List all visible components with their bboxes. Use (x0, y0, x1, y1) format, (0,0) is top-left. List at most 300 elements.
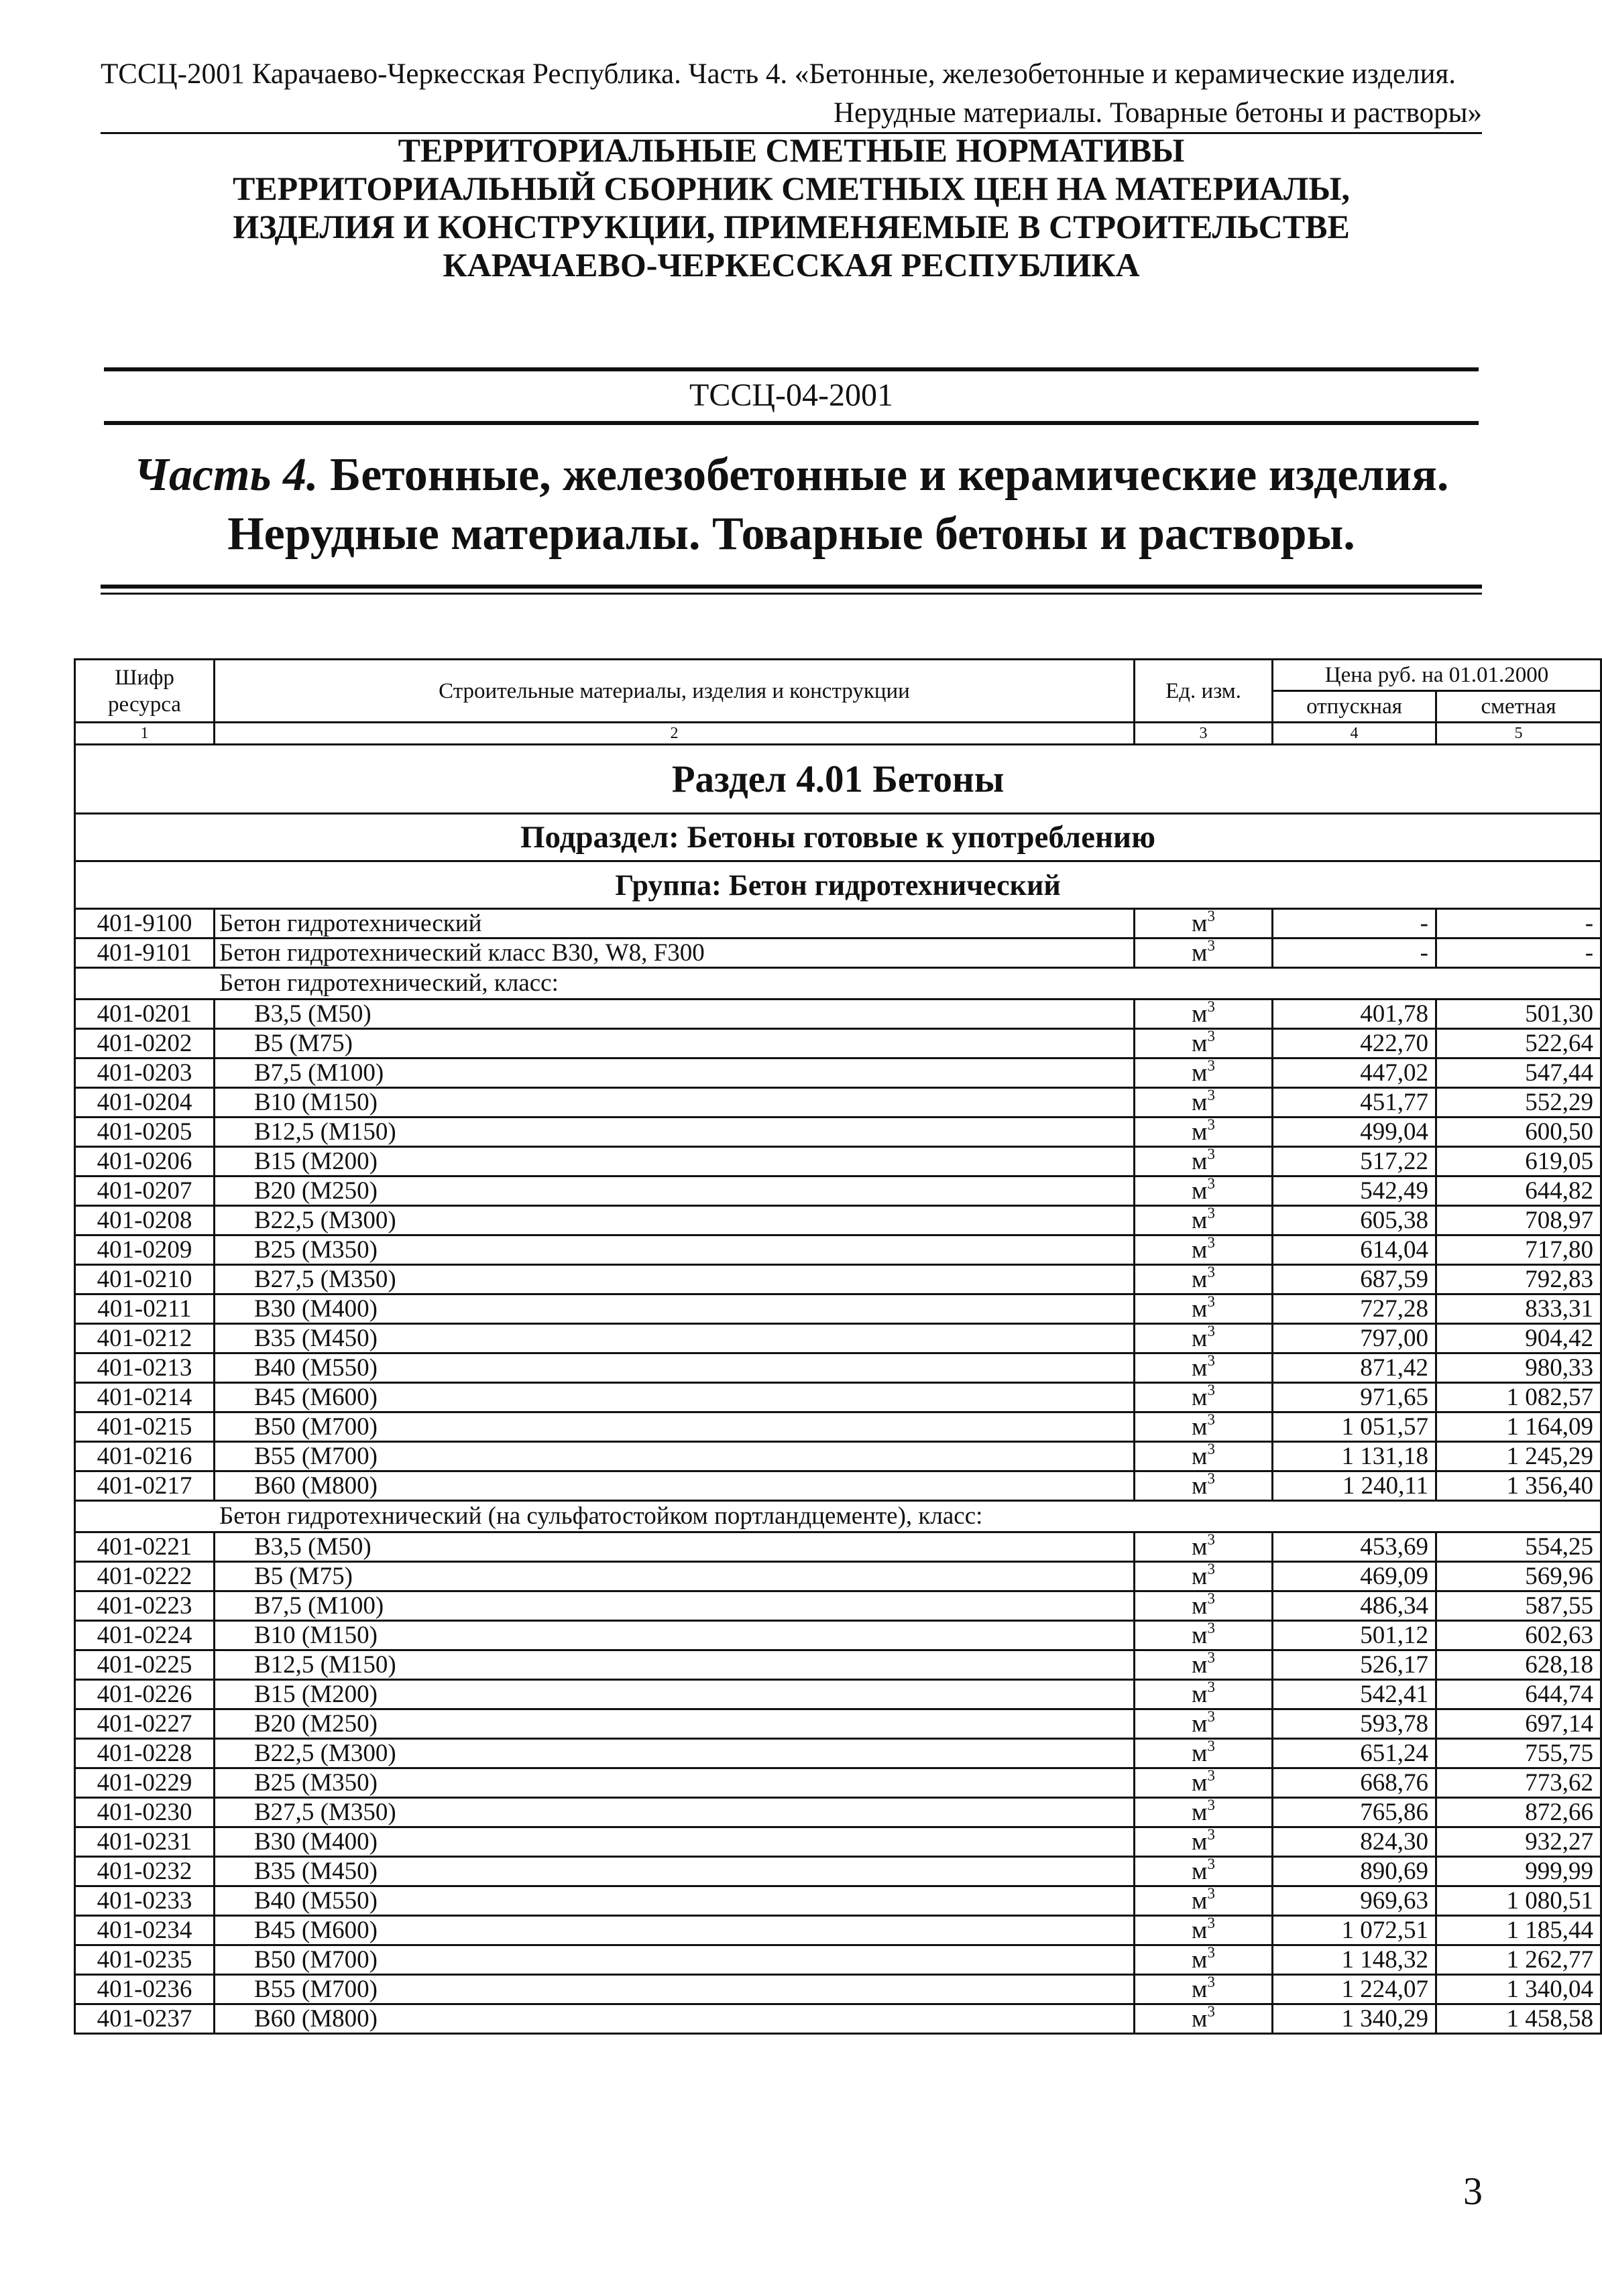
estimate-price: 755,75 (1436, 1739, 1601, 1768)
estimate-price: 1 458,58 (1436, 2004, 1601, 2034)
material-name: В15 (М200) (215, 1147, 1135, 1176)
estimate-price: 554,25 (1436, 1532, 1601, 1562)
wholesale-price: 401,78 (1273, 1000, 1436, 1029)
material-name: Бетон гидротехнический (215, 909, 1135, 939)
unit-base: м (1192, 1413, 1208, 1441)
unit-exponent: 3 (1207, 1351, 1215, 1369)
unit-exponent: 3 (1207, 1796, 1215, 1813)
unit-exponent: 3 (1207, 1678, 1215, 1695)
material-name: Бетон гидротехнический класс В30, W8, F300 (215, 939, 1135, 968)
unit-base: м (1192, 1236, 1208, 1264)
table-row (75, 1562, 1601, 1591)
wholesale-price: 1 240,11 (1273, 1471, 1436, 1501)
resource-code: 401-0222 (75, 1562, 215, 1591)
unit (1135, 1798, 1273, 1827)
resource-code: 401-0235 (75, 1945, 215, 1975)
resource-code: 401-0211 (75, 1294, 215, 1324)
estimate-price: 587,55 (1436, 1591, 1601, 1621)
estimate-price: 1 245,29 (1436, 1442, 1601, 1471)
unit-exponent: 3 (1207, 1855, 1215, 1872)
estimate-price: 602,63 (1436, 1621, 1601, 1650)
resource-code: 401-0212 (75, 1324, 215, 1353)
wholesale-price: 451,77 (1273, 1088, 1436, 1117)
estimate-price: 600,50 (1436, 1117, 1601, 1147)
material-name: В60 (М800) (215, 2004, 1135, 2034)
unit-exponent: 3 (1207, 1145, 1215, 1162)
resource-code: 401-0215 (75, 1412, 215, 1442)
unit-base: м (1192, 1089, 1208, 1116)
unit (1135, 1029, 1273, 1059)
unit-base: м (1192, 939, 1208, 967)
wholesale-price: 447,02 (1273, 1059, 1436, 1088)
table-row (75, 1827, 1601, 1857)
unit-base: м (1192, 1266, 1208, 1293)
material-name: В3,5 (М50) (215, 1000, 1135, 1029)
unit-base: м (1192, 1622, 1208, 1649)
material-name: В7,5 (М100) (215, 1059, 1135, 1088)
wholesale-price: 1 131,18 (1273, 1442, 1436, 1471)
unit-exponent: 3 (1207, 936, 1215, 954)
unit (1135, 1324, 1273, 1353)
resource-code: 401-0234 (75, 1916, 215, 1945)
unit-base: м (1192, 1207, 1208, 1234)
estimate-price: 619,05 (1436, 1147, 1601, 1176)
estimate-price: 932,27 (1436, 1827, 1601, 1857)
material-name: В40 (М550) (215, 1353, 1135, 1383)
unit-exponent: 3 (1207, 1766, 1215, 1784)
unit-base: м (1192, 1651, 1208, 1679)
unit-exponent: 3 (1207, 1204, 1215, 1221)
material-name: В27,5 (М350) (215, 1798, 1135, 1827)
price-table (74, 658, 1602, 2035)
unit-exponent: 3 (1207, 1619, 1215, 1636)
unit-base: м (1192, 1887, 1208, 1915)
material-name: В45 (М600) (215, 1916, 1135, 1945)
table-row (75, 1059, 1601, 1088)
unit-base: м (1192, 1740, 1208, 1767)
subsection-title: Подраздел: Бетоны готовые к употреблению (75, 814, 1601, 861)
unit-base: м (1192, 1769, 1208, 1797)
material-name: В22,5 (М300) (215, 1206, 1135, 1235)
unit-base: м (1192, 1148, 1208, 1175)
wholesale-price: 542,41 (1273, 1680, 1436, 1709)
unit (1135, 1176, 1273, 1206)
code-title: ТССЦ-04-2001 (689, 377, 893, 413)
unit-exponent: 3 (1207, 1825, 1215, 1843)
unit-exponent: 3 (1207, 1440, 1215, 1457)
header-unit: Ед. изм. (1135, 660, 1273, 723)
wholesale-price: - (1273, 909, 1436, 939)
wholesale-price: 614,04 (1273, 1235, 1436, 1265)
material-name: В27,5 (М350) (215, 1265, 1135, 1294)
header-code: Шифр ресурса (75, 660, 215, 723)
unit-exponent: 3 (1207, 1973, 1215, 1990)
col-number-5: 5 (1436, 723, 1601, 745)
estimate-price: 644,82 (1436, 1176, 1601, 1206)
group-caption: Бетон гидротехнический, класс: (75, 968, 1601, 1000)
unit (1135, 1916, 1273, 1945)
wholesale-price: 1 051,57 (1273, 1412, 1436, 1442)
header-estimate: сметная (1436, 691, 1601, 723)
table-row (75, 1206, 1601, 1235)
unit (1135, 1206, 1273, 1235)
unit-base: м (1192, 1443, 1208, 1470)
estimate-price: 569,96 (1436, 1562, 1601, 1591)
resource-code: 401-0225 (75, 1650, 215, 1680)
wholesale-price: 499,04 (1273, 1117, 1436, 1147)
main-titles (67, 131, 1515, 284)
material-name: В5 (М75) (215, 1562, 1135, 1591)
wholesale-price: 668,76 (1273, 1768, 1436, 1798)
wholesale-price: 501,12 (1273, 1621, 1436, 1650)
estimate-price: 522,64 (1436, 1029, 1601, 1059)
estimate-price: 999,99 (1436, 1857, 1601, 1886)
estimate-price: 628,18 (1436, 1650, 1601, 1680)
unit-base: м (1192, 1710, 1208, 1738)
unit (1135, 1412, 1273, 1442)
unit-base: м (1192, 1828, 1208, 1856)
material-name: В7,5 (М100) (215, 1591, 1135, 1621)
resource-code: 401-0223 (75, 1591, 215, 1621)
wholesale-price: 517,22 (1273, 1147, 1436, 1176)
resource-code: 401-0224 (75, 1621, 215, 1650)
table-row (75, 1412, 1601, 1442)
table-row (75, 1975, 1601, 2004)
unit-base: м (1192, 1946, 1208, 1974)
wholesale-price: 1 340,29 (1273, 2004, 1436, 2034)
table-row (75, 1857, 1601, 1886)
part-title-prefix: Часть 4. (133, 449, 319, 501)
unit-base: м (1192, 1563, 1208, 1590)
wholesale-price: - (1273, 939, 1436, 968)
material-name: В25 (М350) (215, 1235, 1135, 1265)
unit-exponent: 3 (1207, 1530, 1215, 1548)
unit-base: м (1192, 1533, 1208, 1561)
unit-base: м (1192, 1384, 1208, 1411)
unit-base: м (1192, 1858, 1208, 1885)
unit (1135, 1000, 1273, 1029)
table-row (75, 1442, 1601, 1471)
wholesale-price: 469,09 (1273, 1562, 1436, 1591)
unit-base: м (1192, 1059, 1208, 1087)
wholesale-price: 971,65 (1273, 1383, 1436, 1412)
estimate-price: 872,66 (1436, 1798, 1601, 1827)
estimate-price: 773,62 (1436, 1768, 1601, 1798)
table-row (75, 2004, 1601, 2034)
unit-base: м (1192, 1295, 1208, 1323)
group-title: Группа: Бетон гидротехнический (75, 861, 1601, 909)
wholesale-price: 687,59 (1273, 1265, 1436, 1294)
table-row (75, 1265, 1601, 1294)
unit (1135, 1294, 1273, 1324)
table-row (75, 1916, 1601, 1945)
table-row (75, 1532, 1601, 1562)
unit-exponent: 3 (1207, 1943, 1215, 1961)
resource-code: 401-0221 (75, 1532, 215, 1562)
wholesale-price: 486,34 (1273, 1591, 1436, 1621)
resource-code: 401-0204 (75, 1088, 215, 1117)
unit-exponent: 3 (1207, 2002, 1215, 2020)
material-name: В15 (М200) (215, 1680, 1135, 1709)
resource-code: 401-9100 (75, 909, 215, 939)
wholesale-price: 890,69 (1273, 1857, 1436, 1886)
unit (1135, 1147, 1273, 1176)
unit (1135, 936, 1273, 968)
unit (1135, 1886, 1273, 1916)
unit-base: м (1192, 1000, 1208, 1028)
resource-code: 401-0232 (75, 1857, 215, 1886)
table-row (75, 939, 1601, 968)
resource-code: 401-0237 (75, 2004, 215, 2034)
unit-exponent: 3 (1207, 1233, 1215, 1251)
resource-code: 401-0231 (75, 1827, 215, 1857)
table-row (75, 1768, 1601, 1798)
unit-exponent: 3 (1207, 1648, 1215, 1666)
resource-code: 401-0205 (75, 1117, 215, 1147)
unit (1135, 1562, 1273, 1591)
unit-exponent: 3 (1207, 1027, 1215, 1044)
material-name: В50 (М700) (215, 1945, 1135, 1975)
unit-exponent: 3 (1207, 1056, 1215, 1074)
unit-base: м (1192, 2005, 1208, 2033)
col-number-3: 3 (1135, 723, 1273, 745)
unit (1135, 1827, 1273, 1857)
unit-exponent: 3 (1207, 1263, 1215, 1280)
material-name: В3,5 (М50) (215, 1532, 1135, 1562)
estimate-price: 697,14 (1436, 1709, 1601, 1739)
resource-code: 401-0210 (75, 1265, 215, 1294)
estimate-price: 1 082,57 (1436, 1383, 1601, 1412)
unit (1135, 1709, 1273, 1739)
unit (1135, 1117, 1273, 1147)
resource-code: 401-0228 (75, 1739, 215, 1768)
main-title-line-1: ТЕРРИТОРИАЛЬНЫЕ СМЕТНЫЕ НОРМАТИВЫ (398, 131, 1185, 169)
unit (1135, 1975, 1273, 2004)
material-name: В55 (М700) (215, 1975, 1135, 2004)
unit (1135, 1088, 1273, 1117)
unit (1135, 1945, 1273, 1975)
material-name: В60 (М800) (215, 1471, 1135, 1501)
table-row (75, 1680, 1601, 1709)
resource-code: 401-0202 (75, 1029, 215, 1059)
material-name: В25 (М350) (215, 1768, 1135, 1798)
resource-code: 401-0209 (75, 1235, 215, 1265)
part-title-line-2: Нерудные материалы. Товарные бетоны и растворы. (227, 508, 1355, 560)
unit (1135, 909, 1273, 939)
table-row (75, 1353, 1601, 1383)
unit-exponent: 3 (1207, 1589, 1215, 1607)
unit (1135, 1383, 1273, 1412)
resource-code: 401-0208 (75, 1206, 215, 1235)
group-caption: Бетон гидротехнический (на сульфатостойком портландцементе), класс: (75, 1501, 1601, 1532)
main-title-line-3: ИЗДЕЛИЯ И КОНСТРУКЦИИ, ПРИМЕНЯЕМЫЕ В СТРОИТЕЛЬСТВЕ (233, 208, 1350, 245)
material-name: В50 (М700) (215, 1412, 1135, 1442)
material-name: В20 (М250) (215, 1709, 1135, 1739)
table-row (75, 1709, 1601, 1739)
unit-exponent: 3 (1207, 1560, 1215, 1577)
unit-base: м (1192, 1177, 1208, 1205)
table-row (75, 1147, 1601, 1176)
material-name: В12,5 (М150) (215, 1650, 1135, 1680)
part-title-line-1 (67, 446, 1515, 505)
unit (1135, 1680, 1273, 1709)
resource-code: 401-0230 (75, 1798, 215, 1827)
material-name: В35 (М450) (215, 1857, 1135, 1886)
resource-code: 401-0226 (75, 1680, 215, 1709)
material-name: В20 (М250) (215, 1176, 1135, 1206)
resource-code: 401-0216 (75, 1442, 215, 1471)
section-title: Раздел 4.01 Бетоны (75, 745, 1601, 814)
estimate-price: 1 262,77 (1436, 1945, 1601, 1975)
unit-base: м (1192, 1472, 1208, 1500)
wholesale-price: 453,69 (1273, 1532, 1436, 1562)
material-name: В35 (М450) (215, 1324, 1135, 1353)
table-row (75, 1029, 1601, 1059)
table-row (75, 1886, 1601, 1916)
material-name: В55 (М700) (215, 1442, 1135, 1471)
unit-base: м (1192, 1118, 1208, 1146)
table-row (75, 1739, 1601, 1768)
estimate-price: 1 164,09 (1436, 1412, 1601, 1442)
wholesale-price: 1 148,32 (1273, 1945, 1436, 1975)
estimate-price: 1 340,04 (1436, 1975, 1601, 2004)
unit-base: м (1192, 910, 1208, 937)
page-number: 3 (1463, 2169, 1483, 2213)
header-price: Цена руб. на 01.01.2000 (1273, 660, 1601, 691)
table-row (75, 1471, 1601, 1501)
table-row (75, 1235, 1601, 1265)
unit-exponent: 3 (1207, 1707, 1215, 1725)
unit (1135, 1471, 1273, 1501)
unit-base: м (1192, 1976, 1208, 2003)
wholesale-price: 651,24 (1273, 1739, 1436, 1768)
material-name: В10 (М150) (215, 1621, 1135, 1650)
material-name: В40 (М550) (215, 1886, 1135, 1916)
unit-base: м (1192, 1917, 1208, 1944)
running-head-line-1: ТССЦ-2001 Карачаево-Черкесская Республика. Часть 4. «Бетонные, железобетонные и керамические изделия. (101, 58, 1456, 90)
resource-code: 401-0207 (75, 1176, 215, 1206)
wholesale-price: 727,28 (1273, 1294, 1436, 1324)
col-number-2: 2 (215, 723, 1135, 745)
estimate-price: 1 185,44 (1436, 1916, 1601, 1945)
table-row (75, 1650, 1601, 1680)
header-name: Строительные материалы, изделия и конструкции (215, 660, 1135, 723)
wholesale-price: 824,30 (1273, 1827, 1436, 1857)
running-head-line-2: Нерудные материалы. Товарные бетоны и растворы» (833, 97, 1482, 129)
unit-exponent: 3 (1207, 1914, 1215, 1931)
table-row (75, 909, 1601, 939)
table-row (75, 1798, 1601, 1827)
estimate-price: 717,80 (1436, 1235, 1601, 1265)
unit-exponent: 3 (1207, 1884, 1215, 1902)
estimate-price: 708,97 (1436, 1206, 1601, 1235)
code-title-top-rule (104, 367, 1479, 371)
unit (1135, 1442, 1273, 1471)
wholesale-price: 526,17 (1273, 1650, 1436, 1680)
wholesale-price: 765,86 (1273, 1798, 1436, 1827)
unit-exponent: 3 (1207, 1086, 1215, 1103)
table-row (75, 1324, 1601, 1353)
table-row (75, 1117, 1601, 1147)
material-name: В12,5 (М150) (215, 1117, 1135, 1147)
estimate-price: - (1436, 909, 1601, 939)
estimate-price: 792,83 (1436, 1265, 1601, 1294)
estimate-price: 904,42 (1436, 1324, 1601, 1353)
code-title-bottom-rule (104, 421, 1479, 425)
unit-base: м (1192, 1030, 1208, 1057)
table-row (75, 1294, 1601, 1324)
unit (1135, 1857, 1273, 1886)
unit (1135, 1265, 1273, 1294)
unit (1135, 1532, 1273, 1562)
wholesale-price: 422,70 (1273, 1029, 1436, 1059)
part-title (67, 446, 1515, 564)
unit-exponent: 3 (1207, 907, 1215, 924)
material-name: В10 (М150) (215, 1088, 1135, 1117)
unit-exponent: 3 (1207, 1469, 1215, 1487)
unit-exponent: 3 (1207, 1292, 1215, 1310)
resource-code: 401-0201 (75, 1000, 215, 1029)
estimate-price: 1 080,51 (1436, 1886, 1601, 1916)
unit-base: м (1192, 1592, 1208, 1620)
resource-code: 401-0206 (75, 1147, 215, 1176)
material-name: В22,5 (М300) (215, 1739, 1135, 1768)
material-name: В5 (М75) (215, 1029, 1135, 1059)
main-title-line-4: КАРАЧАЕВО-ЧЕРКЕССКАЯ РЕСПУБЛИКА (443, 246, 1140, 284)
unit-exponent: 3 (1207, 1737, 1215, 1754)
table-row (75, 1088, 1601, 1117)
estimate-price: 501,30 (1436, 1000, 1601, 1029)
resource-code: 401-0203 (75, 1059, 215, 1088)
running-head (101, 55, 1482, 133)
unit-exponent: 3 (1207, 1322, 1215, 1339)
unit (1135, 2004, 1273, 2034)
resource-code: 401-0217 (75, 1471, 215, 1501)
estimate-price: 644,74 (1436, 1680, 1601, 1709)
estimate-price: 547,44 (1436, 1059, 1601, 1088)
material-name: В45 (М600) (215, 1383, 1135, 1412)
unit (1135, 1056, 1273, 1088)
table-row (75, 1176, 1601, 1206)
col-number-4: 4 (1273, 723, 1436, 745)
wholesale-price: 605,38 (1273, 1206, 1436, 1235)
unit-base: м (1192, 1799, 1208, 1826)
resource-code: 401-0214 (75, 1383, 215, 1412)
unit-base: м (1192, 1325, 1208, 1352)
unit-base: м (1192, 1681, 1208, 1708)
main-title-line-2: ТЕРРИТОРИАЛЬНЫЙ СБОРНИК СМЕТНЫХ ЦЕН НА МАТЕРИАЛЫ, (232, 170, 1350, 207)
unit (1135, 1353, 1273, 1383)
col-number-1: 1 (75, 723, 215, 745)
estimate-price: 552,29 (1436, 1088, 1601, 1117)
table-row (75, 1945, 1601, 1975)
estimate-price: 833,31 (1436, 1294, 1601, 1324)
wholesale-price: 797,00 (1273, 1324, 1436, 1353)
part-title-line-1-rest: Бетонные, железобетонные и керамические изделия. (318, 449, 1449, 501)
estimate-price: 1 356,40 (1436, 1471, 1601, 1501)
unit (1135, 1768, 1273, 1798)
resource-code: 401-0227 (75, 1709, 215, 1739)
unit-exponent: 3 (1207, 1174, 1215, 1192)
unit (1135, 1739, 1273, 1768)
resource-code: 401-9101 (75, 939, 215, 968)
wholesale-price: 1 072,51 (1273, 1916, 1436, 1945)
material-name: В30 (М400) (215, 1827, 1135, 1857)
wholesale-price: 1 224,07 (1273, 1975, 1436, 2004)
unit (1135, 1650, 1273, 1680)
unit-base: м (1192, 1354, 1208, 1382)
header-wholesale: отпускная (1273, 691, 1436, 723)
